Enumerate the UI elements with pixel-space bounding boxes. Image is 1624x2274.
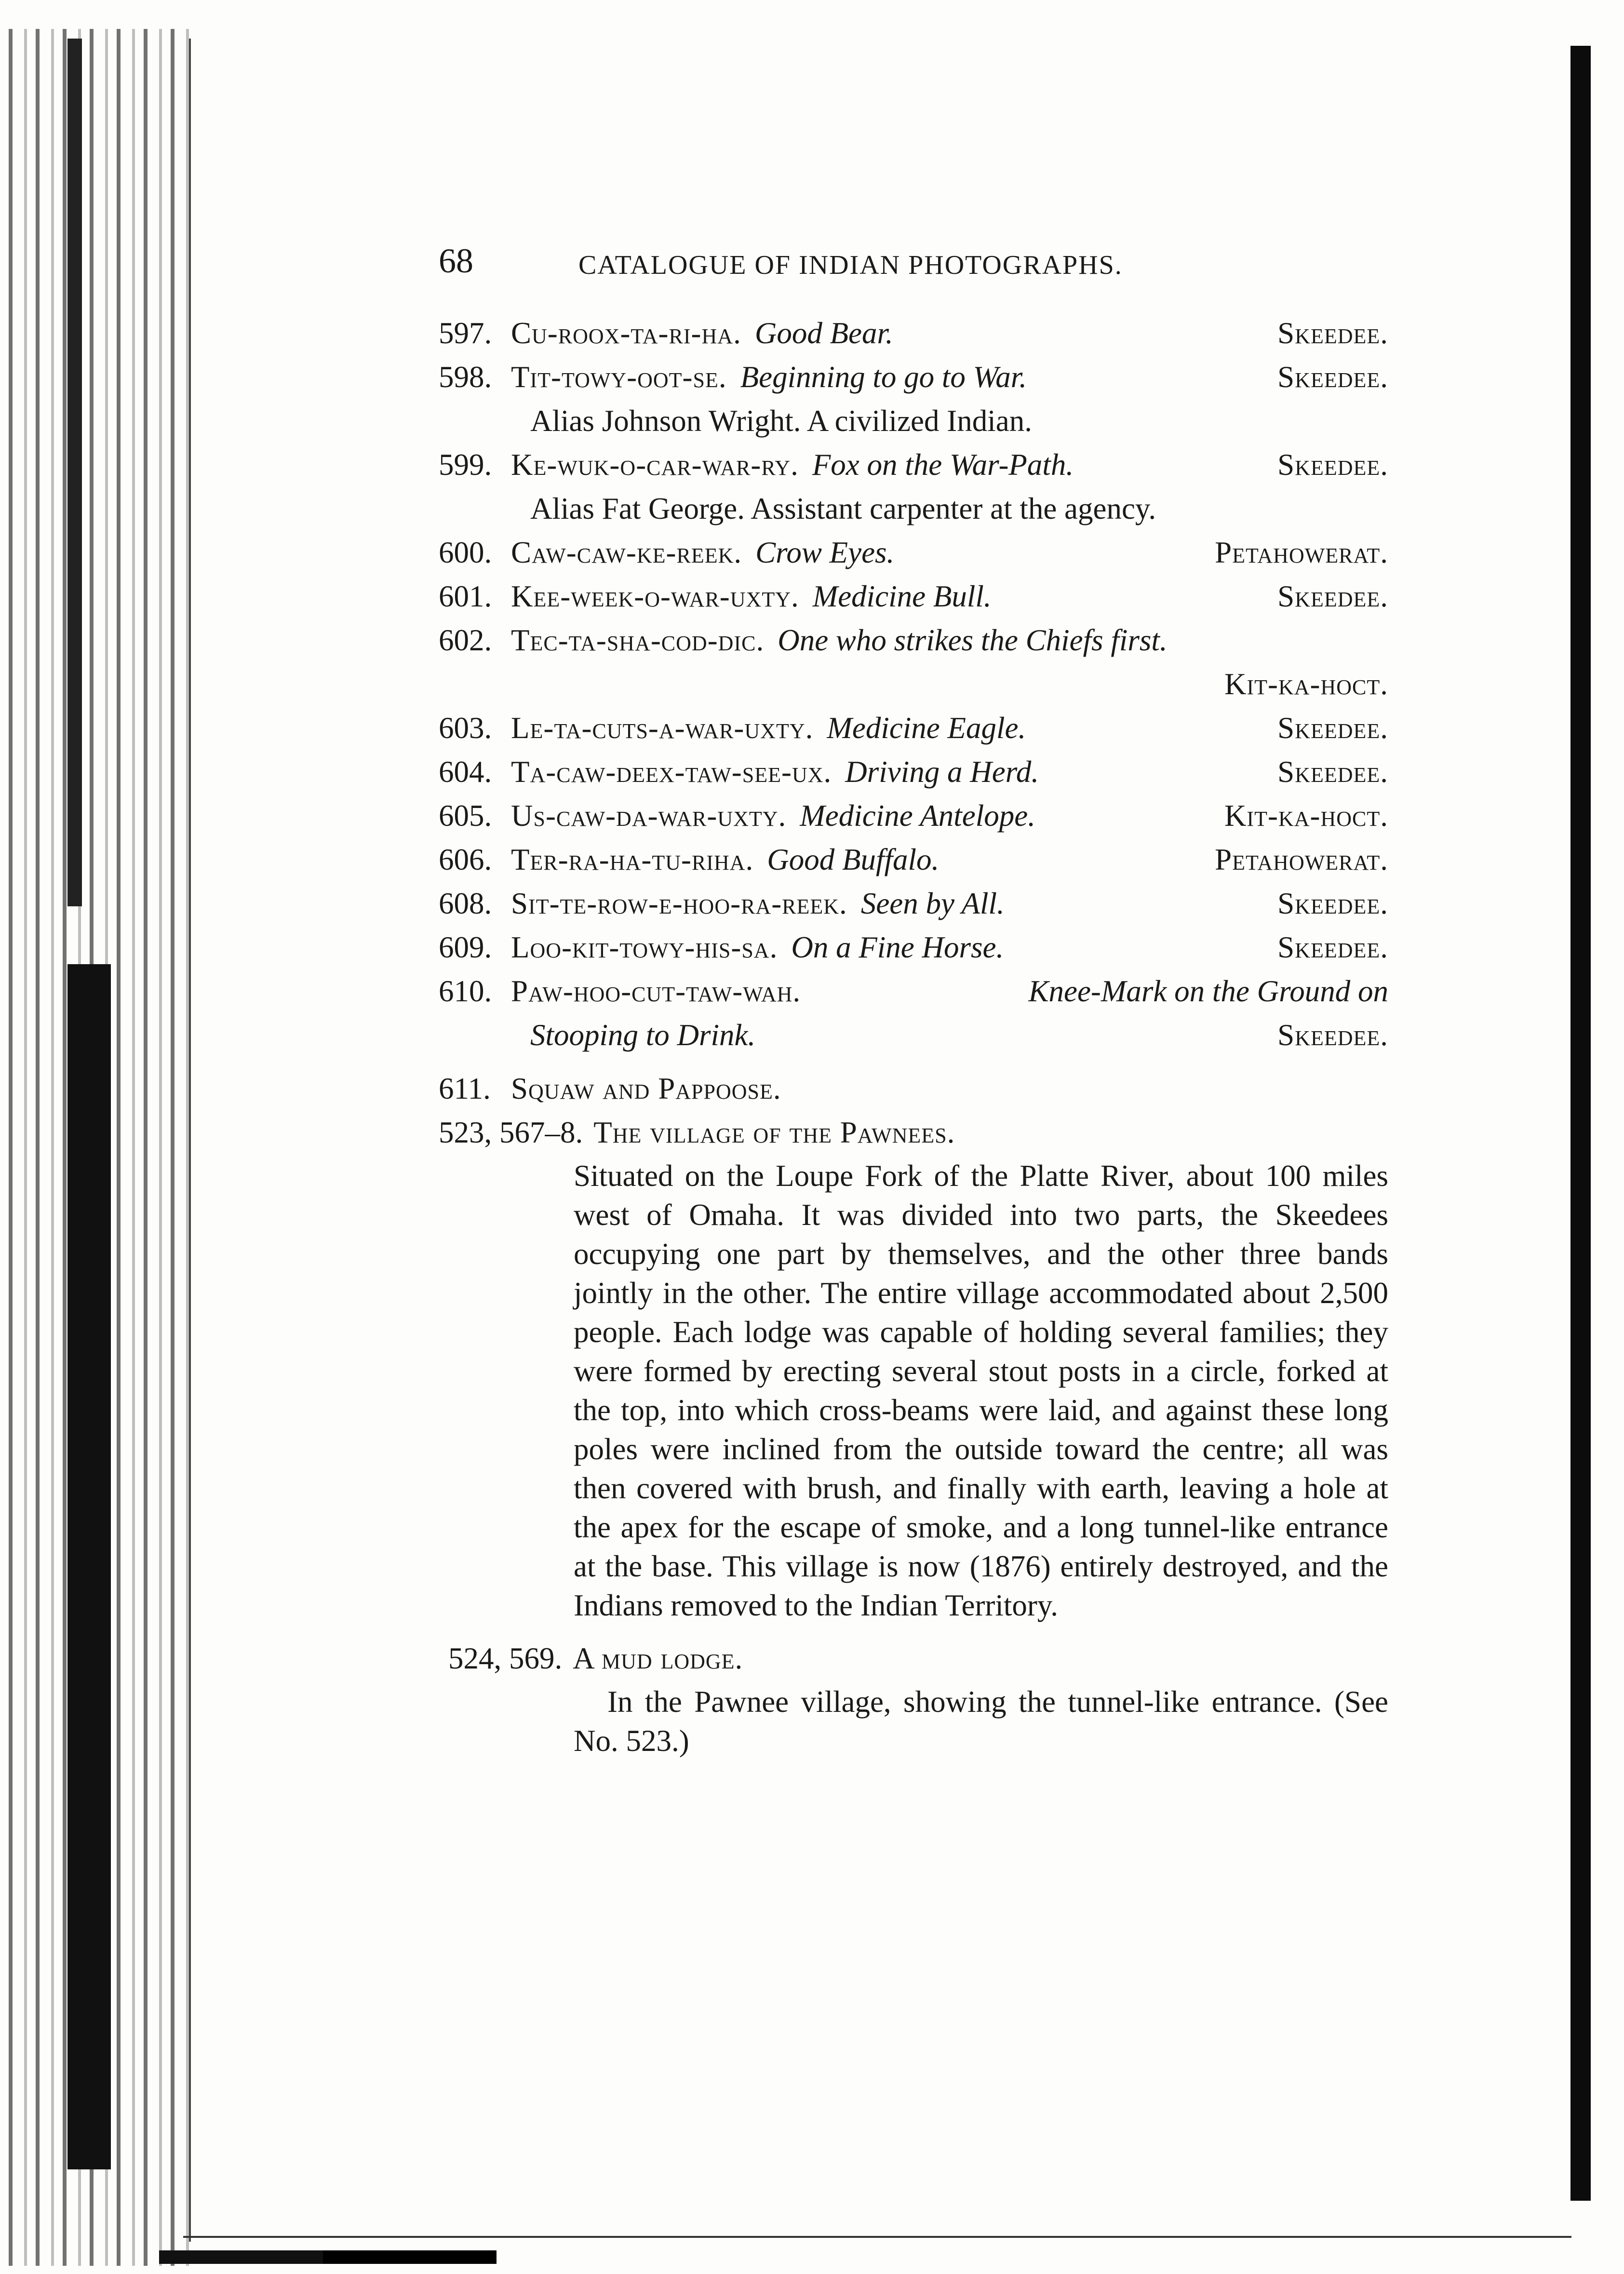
- entry-band-line: [439, 664, 1388, 704]
- running-head: CATALOGUE OF INDIAN PHOTOGRAPHS.: [578, 250, 1123, 280]
- entry-translation: Good Buffalo.: [767, 843, 940, 876]
- entry-number: 608.: [439, 887, 492, 920]
- entry-native-name: Tit-towy-oot-se.: [511, 360, 727, 394]
- village-description: [439, 1157, 1388, 1625]
- entry-native-name: Ke-wuk-o-car-war-ry.: [511, 448, 799, 482]
- entry-translation: Medicine Bull.: [812, 579, 992, 613]
- entry-native-name: Caw-caw-ke-reek.: [511, 536, 742, 569]
- entry-native-name: Us-caw-da-war-uxty.: [511, 799, 787, 833]
- entry-number: 602.: [439, 623, 492, 657]
- entry-native-name: Ta-caw-deex-taw-see-ux.: [511, 755, 832, 789]
- entry-native-name: Kee-week-o-war-uxty.: [511, 579, 799, 613]
- entry-translation: Driving a Herd.: [845, 755, 1039, 789]
- page-number: 68: [439, 242, 473, 280]
- scan-bottom-edge-line: [183, 2236, 1571, 2238]
- catalogue-entry: [439, 840, 1388, 880]
- catalogue-entry: [439, 708, 1388, 748]
- entry-band: Skeedee.: [1277, 448, 1388, 482]
- village-entry-number: 523, 567–8.: [439, 1116, 583, 1149]
- entry-number: 599.: [439, 448, 492, 482]
- entry-native-name: Sit-te-row-e-hoo-ra-reek.: [511, 887, 847, 920]
- scan-binding-shadow-bottom: [67, 964, 111, 2169]
- catalogue-entry: [439, 884, 1388, 924]
- entry-translation: Knee-Mark on the Ground on: [1028, 974, 1388, 1008]
- village-paragraph: Situated on the Loupe Fork of the Platte River, about 100 miles west of Omaha. It was divided into two parts, the Skeedees occupying one part by themselves, and the other three bands jointly in the other. The entire village accommodated about 2,500 people. Each lodge was capable of holding several families; they were formed by erecting several stout posts in a circle, forked at the top, into which cross-beams were laid, and against these long poles were inclined from the outside toward the centre; all was then covered with brush, and finally with earth, leaving a hole at the apex for the escape of smoke, and a long tunnel-like entrance at the base. This village is now (1876) entirely destroyed, and the Indians removed to the Indian Territory.: [574, 1159, 1388, 1622]
- catalogue-entry: [439, 1069, 1388, 1109]
- catalogue-entry: [439, 620, 1388, 660]
- mud-lodge-title: A mud lodge.: [573, 1642, 743, 1675]
- entry-band: Kit-ka-hoct.: [1224, 667, 1388, 701]
- mud-lodge-description: [439, 1682, 1388, 1761]
- entry-translation: One who strikes the Chiefs first.: [778, 623, 1168, 657]
- entry-number: 600.: [439, 536, 492, 569]
- entry-band: Skeedee.: [1277, 711, 1388, 745]
- scan-binding-shadow-top: [67, 39, 82, 906]
- entry-band: Skeedee.: [1277, 930, 1388, 964]
- entry-note: Alias Fat George. Assistant carpenter at the agency.: [530, 492, 1156, 525]
- entry-band: Kit-ka-hoct.: [1224, 799, 1388, 833]
- entry-band: Petahowerat.: [1215, 536, 1388, 569]
- entry-band: Skeedee.: [1277, 1018, 1388, 1052]
- entry-note: Alias Johnson Wright. A civilized Indian.: [530, 404, 1032, 438]
- mud-lodge-number: 524, 569.: [448, 1642, 563, 1675]
- entry-translation: Good Bear.: [754, 316, 893, 350]
- entry-band: Petahowerat.: [1215, 843, 1388, 876]
- catalogue-entry: [439, 928, 1388, 968]
- entry-translation: Medicine Eagle.: [827, 711, 1026, 745]
- entry-translation: Beginning to go to War.: [740, 360, 1027, 394]
- entry-translation-continued: Stooping to Drink.: [530, 1018, 756, 1052]
- entry-number: 610.: [439, 974, 492, 1008]
- entry-native-name: Paw-hoo-cut-taw-wah.: [511, 974, 801, 1008]
- catalogue-entry: [439, 796, 1388, 836]
- scan-bottom-mark-2: [323, 2250, 497, 2264]
- entry-translation: Fox on the War-Path.: [812, 448, 1074, 482]
- entry-native-name: Ter-ra-ha-tu-riha.: [511, 843, 754, 876]
- entry-translation: Crow Eyes.: [755, 536, 895, 569]
- mud-lodge-paragraph: In the Pawnee village, showing the tunnel-like entrance. (See No. 523.): [574, 1685, 1388, 1758]
- catalogue-entry: [439, 577, 1388, 617]
- entry-band: Skeedee.: [1277, 360, 1388, 394]
- entry-number: 598.: [439, 360, 492, 394]
- mud-lodge-entry: [439, 1639, 1388, 1679]
- entry-number: 601.: [439, 579, 492, 613]
- entry-number: 603.: [439, 711, 492, 745]
- entry-number: 604.: [439, 755, 492, 789]
- scan-page-edge-line: [189, 39, 191, 2242]
- entry-native-name: Tec-ta-sha-cod-dic.: [511, 623, 765, 657]
- entry-band: Skeedee.: [1277, 755, 1388, 789]
- catalogue-entry: [439, 971, 1388, 1011]
- entry-native-name: Le-ta-cuts-a-war-uxty.: [511, 711, 814, 745]
- entry-band: Skeedee.: [1277, 887, 1388, 920]
- village-entry: [439, 1113, 1388, 1153]
- entry-translation: Medicine Antelope.: [800, 799, 1035, 833]
- entry-native-name: Loo-kit-towy-his-sa.: [511, 930, 778, 964]
- entry-number: 597.: [439, 316, 492, 350]
- entry-number: 611.: [439, 1072, 491, 1105]
- catalogue-entry: [439, 445, 1388, 485]
- catalogue-entry: [439, 533, 1388, 573]
- entry-continuation: [439, 1015, 1388, 1055]
- entry-band: Skeedee.: [1277, 316, 1388, 350]
- entry-band: Skeedee.: [1277, 579, 1388, 613]
- entry-number: 605.: [439, 799, 492, 833]
- catalogue-entry: [439, 357, 1388, 397]
- entry-native-name: Squaw and Pappoose.: [511, 1072, 781, 1105]
- entry-translation: Seen by All.: [860, 887, 1005, 920]
- entry-translation: On a Fine Horse.: [791, 930, 1004, 964]
- catalogue-entries: [439, 313, 1388, 1761]
- village-entry-title: The village of the Pawnees.: [593, 1116, 955, 1149]
- catalogue-entry: [439, 313, 1388, 353]
- entry-number: 606.: [439, 843, 492, 876]
- catalogue-entry: [439, 752, 1388, 792]
- scan-right-edge: [1570, 46, 1591, 2201]
- entry-number: 609.: [439, 930, 492, 964]
- page-header: [439, 241, 1388, 294]
- entry-native-name: Cu-roox-ta-ri-ha.: [511, 316, 741, 350]
